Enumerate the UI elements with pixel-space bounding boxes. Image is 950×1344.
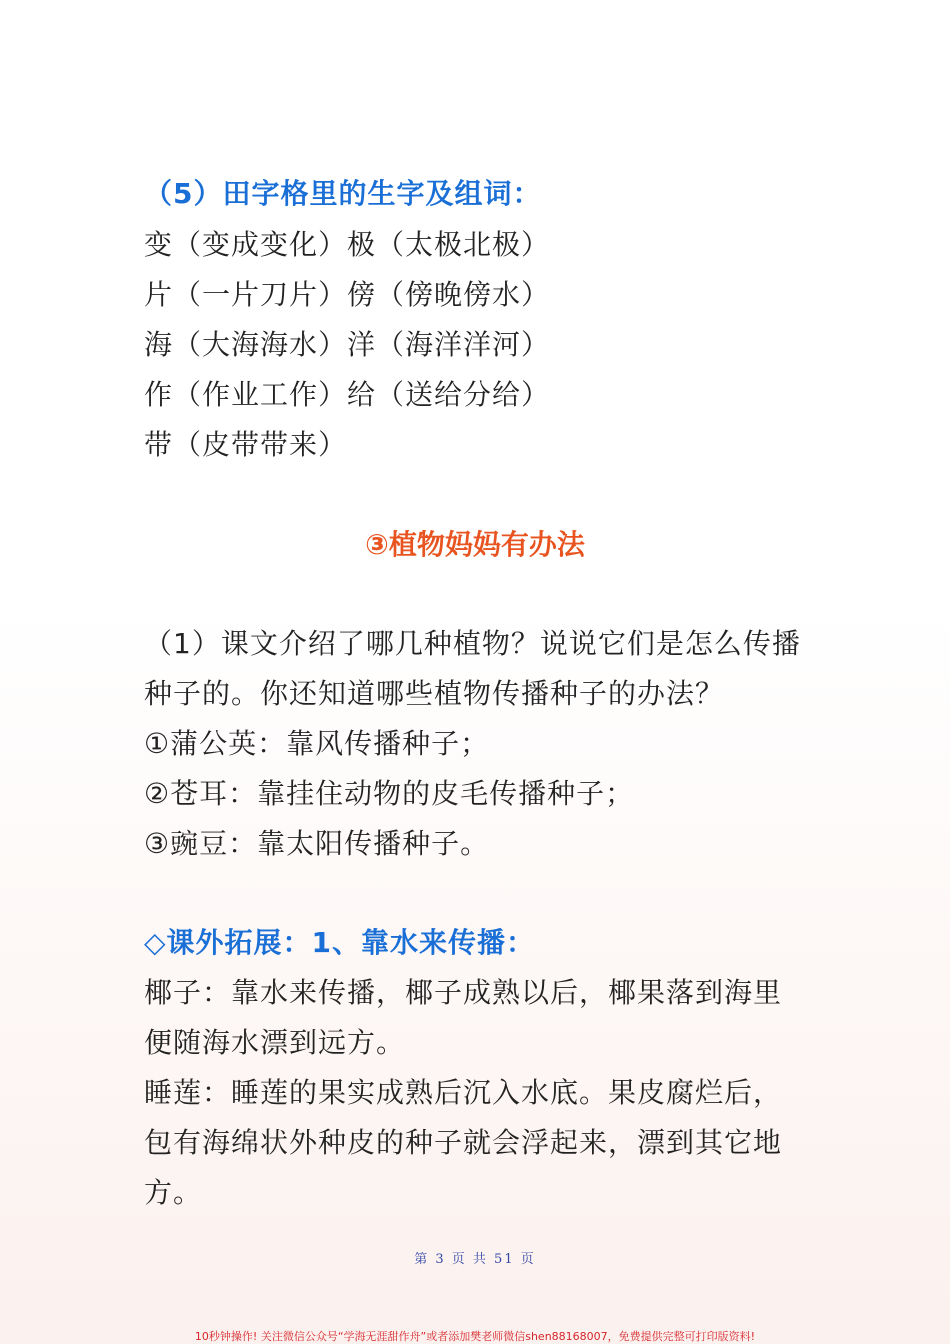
vocab-line: 带（皮带带来） bbox=[144, 428, 348, 461]
extension-line: 椰子：靠水来传播，椰子成熟以后，椰果落到海里 bbox=[144, 976, 783, 1009]
vocab-line: 海（大海海水）洋（海洋洋河） bbox=[144, 328, 551, 361]
page-number: 第 3 页 共 51 页 bbox=[414, 1252, 536, 1267]
extension-line: 包有海绵状外种皮的种子就会浮起来，漂到其它地 bbox=[144, 1126, 783, 1159]
extension-line: 睡莲：睡莲的果实成熟后沉入水底。果皮腐烂后， bbox=[144, 1076, 783, 1109]
extension-heading: ◇课外拓展：1、靠水来传播： bbox=[144, 926, 536, 959]
answer-line: ①蒲公英：靠风传播种子； bbox=[144, 727, 490, 760]
lesson-title: ③植物妈妈有办法 bbox=[365, 528, 585, 561]
vocab-line: 变（变成变化）极（太极北极） bbox=[144, 228, 551, 261]
extension-line: 方。 bbox=[144, 1176, 203, 1209]
vocab-line: 作（作业工作）给（送给分给） bbox=[144, 378, 551, 411]
answer-line: ②苍耳：靠挂住动物的皮毛传播种子； bbox=[144, 777, 635, 810]
question-line: （1）课文介绍了哪几种植物？说说它们是怎么传播 bbox=[144, 627, 801, 660]
vocab-line: 片（一片刀片）傍（傍晚傍水） bbox=[144, 278, 551, 311]
extension-line: 便随海水漂到远方。 bbox=[144, 1026, 406, 1059]
footer-notice: 10秒钟操作! 关注微信公众号“学海无涯甜作舟”或者添加樊老师微信shen88168007，免费提供完整可打印版资料! bbox=[194, 1330, 756, 1343]
question-line: 种子的。你还知道哪些植物传播种子的办法？ bbox=[144, 677, 725, 710]
section5-heading: （5）田字格里的生字及组词： bbox=[144, 177, 542, 210]
answer-line: ③豌豆：靠太阳传播种子。 bbox=[144, 827, 490, 860]
